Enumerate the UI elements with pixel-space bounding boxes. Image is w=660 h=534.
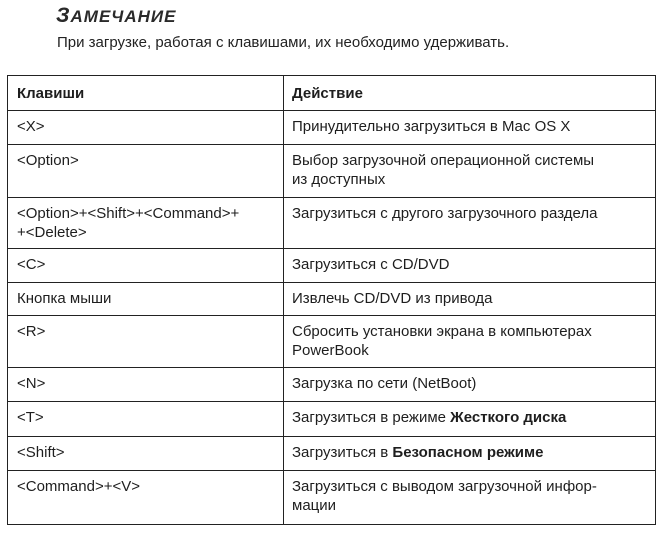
action-text-line1: Загрузиться с выводом загрузочной инфор- [292,478,597,495]
keys-text: Кнопка мыши [17,290,112,307]
table-row [8,437,656,471]
action-text: Загрузиться с другого загрузочного раздела [292,205,598,222]
keys-text: <Command>+<V> [17,478,140,495]
note-heading-rest: АМЕЧАНИЕ [70,7,177,26]
keys-cell [8,283,284,316]
action-text-line2: из доступных [292,171,386,188]
note-text: При загрузке, работая с клавишами, их необходимо удерживать. [57,34,510,51]
action-emphasis: Жесткого диска [450,409,567,426]
table-row [8,368,656,402]
action-text-line2: мации [292,497,337,514]
action-cell [284,471,656,525]
table-row [8,402,656,437]
keys-cell [8,198,284,249]
action-cell [284,145,656,198]
keys-text: <T> [17,409,44,426]
table-row [8,145,656,198]
keys-cell [8,111,284,145]
keys-text: <Option> [17,152,79,169]
note-heading-initial: З [56,4,71,27]
keys-text: <Shift> [17,444,65,461]
keys-text: <X> [17,118,45,135]
table-row [8,471,656,525]
action-text: Загрузиться в [292,444,393,461]
table-row [8,249,656,283]
keys-text: <N> [17,375,46,392]
action-text: Извлечь CD/DVD из привода [292,290,493,307]
action-emphasis: Безопасном режиме [392,444,544,461]
table-row [8,111,656,145]
action-cell [284,316,656,368]
keys-text-line1: <Option>+<Shift>+<Command>+ [17,205,240,222]
action-text: Загрузиться с CD/DVD [292,256,450,273]
keys-cell [8,402,284,437]
action-cell [284,198,656,249]
action-text: Принудительно загрузиться в Mac OS X [292,118,571,135]
action-text: Загрузиться в режиме [292,409,451,426]
header-action: Действие [284,76,656,111]
header-keys: Клавиши [8,76,284,111]
table-row [8,198,656,249]
action-text-line2: PowerBook [292,342,369,359]
action-cell [284,111,656,145]
keys-text: <R> [17,323,46,340]
keys-cell [8,471,284,525]
note-heading [56,4,176,28]
action-cell [284,437,656,471]
action-cell [284,283,656,316]
table-header-row [8,76,656,111]
keys-text: <C> [17,256,46,273]
keys-cell [8,368,284,402]
table-row [8,316,656,368]
action-cell [284,368,656,402]
action-text-line1: Сбросить установки экрана в компьютерах [292,323,592,340]
keys-text-line2: +<Delete> [17,224,87,241]
action-text-line1: Выбор загрузочной операционной системы [292,152,595,169]
keys-cell [8,145,284,198]
action-cell [284,249,656,283]
table-row [8,283,656,316]
action-text: Загрузка по сети (NetBoot) [292,375,477,392]
keys-cell [8,437,284,471]
keys-cell [8,316,284,368]
action-cell [284,402,656,437]
keys-cell [8,249,284,283]
startup-keys-table [7,75,656,525]
